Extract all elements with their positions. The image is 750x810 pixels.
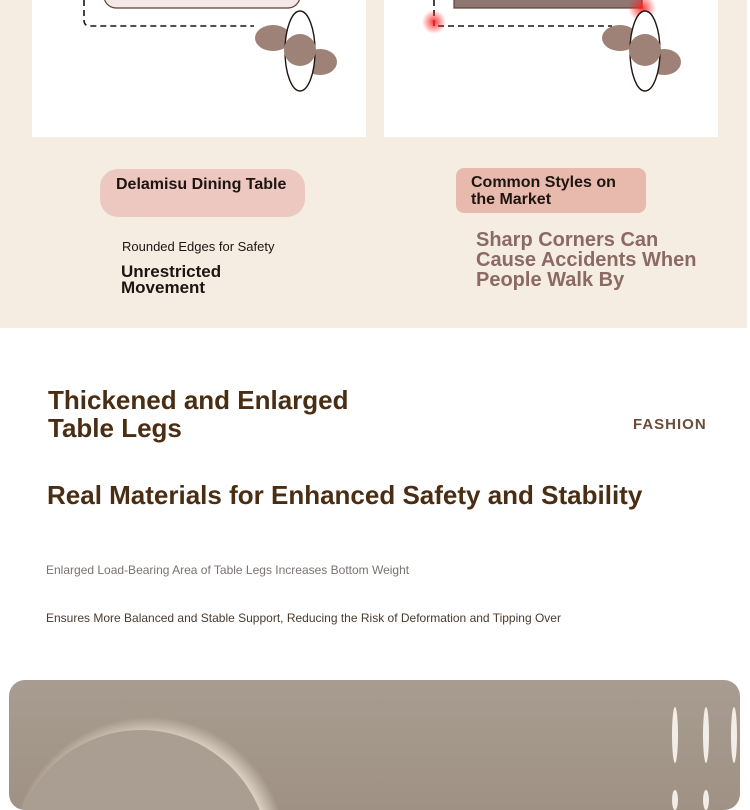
person-icon bbox=[602, 11, 681, 91]
rounded-table-illustration bbox=[32, 0, 366, 137]
page-title: Thickened and Enlarged Table Legs bbox=[48, 385, 349, 443]
rounded-edges-label: Rounded Edges for Safety bbox=[122, 239, 275, 254]
unrestricted-movement-label: Unrestricted Movement bbox=[121, 262, 222, 297]
description-line-1: Enlarged Load-Bearing Area of Table Legs Increases Bottom Weight bbox=[46, 563, 410, 577]
lamp-illustration bbox=[9, 680, 740, 810]
common-styles-badge: Common Styles on the Market bbox=[456, 168, 646, 213]
delamisu-badge: Delamisu Dining Table bbox=[100, 169, 305, 217]
brand-logo: FASHION bbox=[633, 416, 707, 433]
person-icon bbox=[255, 11, 337, 91]
product-photo bbox=[9, 680, 740, 810]
comparison-section bbox=[0, 0, 747, 328]
rounded-table-diagram bbox=[32, 0, 366, 137]
description-line-2: Ensures More Balanced and Stable Support, Reducing the Risk of Deformation and Tipping Over bbox=[46, 611, 561, 625]
sharp-table-diagram bbox=[384, 0, 718, 137]
sharp-corners-label: Sharp Corners Can Cause Accidents When People Walk By bbox=[476, 229, 697, 291]
section-subtitle: Real Materials for Enhanced Safety and Stability bbox=[47, 480, 643, 510]
sharp-table-illustration bbox=[384, 0, 718, 137]
